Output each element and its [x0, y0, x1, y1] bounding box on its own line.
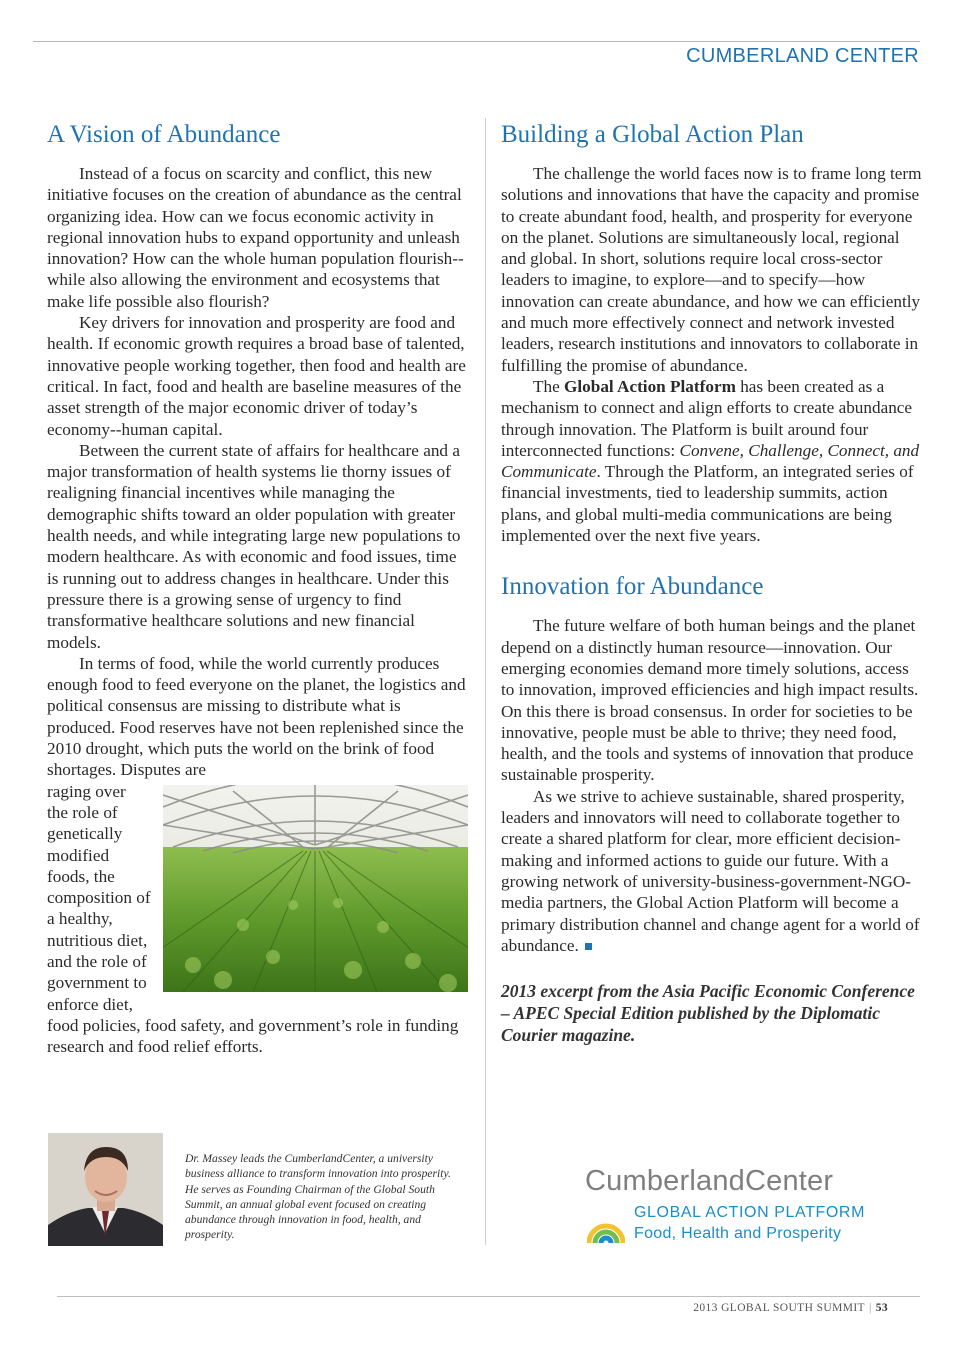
rainbow-arc-icon: [587, 1205, 625, 1243]
italic-term: Convene, Challenge, Connect, and Communicate: [501, 440, 920, 482]
footer-separator: |: [868, 1302, 872, 1314]
text-run: has been created as a mechanism to connect and align efforts to create abundance through innovation. The Platform is built around four interconnected functions:: [501, 376, 913, 460]
author-portrait: [48, 1133, 163, 1246]
paragraph: Instead of a focus on scarcity and conflict, this new initiative focuses on the creation of abundance as the central organizing idea. How can we focus economic activity in regional innovation hubs to expand opportunity and unleash innovation? How can the whole human population flourish--while also allowing the environment and ecosystems that make life possible also flourish?: [47, 164, 464, 311]
paragraph: Key drivers for innovation and prosperity are food and health. If economic growth requires a broad base of talented, innovative people working together, then food and health are critical. In fact, food and health are baseline measures of the asset strength of the major economic driver of today’s economy--human capital.: [47, 313, 466, 439]
text-run: The: [533, 376, 565, 396]
text-run: As we strive to achieve sustainable, shared prosperity, leaders and innovators will need to collaborate together to create a shared platform for clear, more efficient decision-making and informed actions to guide our future. With a growing network of university-business-government-NGO-media partners, the Global Action Platform will become a primary distribution channel and change agent for a world of abundance.: [501, 786, 920, 955]
paragraph: [501, 786, 925, 956]
paragraph: The challenge the world faces now is to frame long term solutions and innovations that have the capacity and promise to create abundant food, health, and prosperity for everyone on the planet. Solutions are simultaneously local, regional and global. In short, solutions require local cross-sector leaders to imagine, to explore—and to specify—how innovation can create abundance, and how we can efficiently and much more effectively connect and network invested leaders, research institutions and innovators to collaborate in fulfilling the promise of abundance.: [501, 164, 922, 375]
paragraph: The future welfare of both human beings and the planet depend on a distinctly human resource—innovation. Our emerging economies demand more timely solutions, access to innovation, improved efficiencies and high impact results. On this there is broad consensus. In order for societies to be innovative, people must be able to thrive; they need food, health, and the tools and systems of innovation that produce sustainable prosperity.: [501, 616, 919, 785]
right-column: [501, 118, 925, 1046]
logo-tagline-1: GLOBAL ACTION PLATFORM: [634, 1204, 866, 1221]
header-rule: [33, 41, 920, 42]
page-number: 53: [875, 1302, 888, 1314]
paragraph: Between the current state of affairs for healthcare and a major transformation of health systems lie thorny issues of realigning financial incentives while managing the demographic shifts toward an older population with greater health needs, and while integrating large new populations to modern healthcare. As with economic and food issues, time is running out to address changes in healthcare. Under this pressure there is a growing sense of urgency to find transformative healthcare solutions and new financial models.: [47, 440, 461, 652]
heading-building-global-action-plan: Building a Global Action Plan: [501, 121, 804, 148]
portrait-illustration: [48, 1133, 163, 1246]
paragraph-wrapped: raging over the role of genetically modified foods, the composition of a healthy, nutritious diet, and the role of government to enforce diet, food policies, food safety, and government’s role in funding research and food relief efforts.: [47, 781, 459, 1057]
bold-term: Global Action Platform: [564, 376, 736, 396]
greenhouse-illustration: [163, 785, 468, 992]
left-column: [47, 118, 470, 1057]
logo-wordmark: CumberlandCenter: [585, 1165, 834, 1197]
footer-title: 2013 GLOBAL SOUTH SUMMIT: [693, 1302, 865, 1314]
paragraph: In terms of food, while the world currently produces enough food to feed everyone on the planet, the logistics and political consensus are missing to distribute what is produced. Food reserves have not been replenished since the 2010 drought, which puts the world on the brink of food shortages. Disputes are: [47, 653, 466, 780]
running-header-brand: CUMBERLAND CENTER: [686, 45, 919, 67]
author-bio: Dr. Massey leads the CumberlandCenter, a university business alliance to transform innovation into prosperity. He serves as Founding Chairman of the Global South Summit, an annual global event focused on creating abundance through innovation in food, health, and prosperity.: [185, 1152, 451, 1242]
excerpt-credit: 2013 excerpt from the Asia Pacific Economic Conference – APEC Special Edition published by the Diplomatic Courier magazine.: [501, 981, 915, 1046]
page-footer: [693, 1302, 888, 1314]
heading-vision-of-abundance: A Vision of Abundance: [47, 121, 281, 148]
greenhouse-photo: [163, 785, 468, 992]
heading-innovation-for-abundance: Innovation for Abundance: [501, 573, 764, 601]
footer-rule: [57, 1296, 920, 1297]
end-of-article-square-icon: [585, 943, 592, 950]
cumberland-center-logo: [584, 1165, 884, 1250]
column-divider: [485, 118, 486, 1245]
logo-tagline-2: Food, Health and Prosperity: [634, 1225, 842, 1242]
paragraph-global-action-platform: [501, 376, 925, 546]
text-run: . Through the Platform, an integrated series of financial investments, tied to leadership summits, action plans, and global multi-media communications are being implemented over the next five years.: [501, 462, 914, 546]
